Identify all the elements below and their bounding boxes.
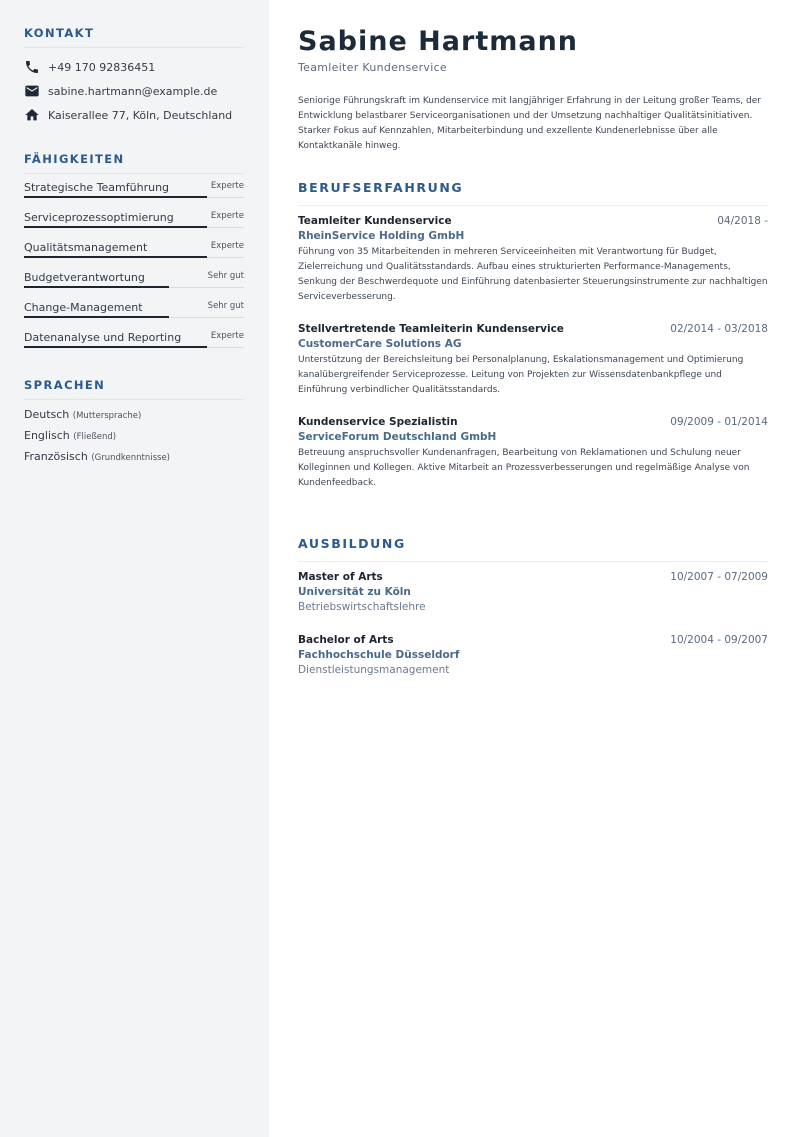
language-name: Englisch xyxy=(24,429,70,442)
language-item xyxy=(24,450,170,463)
contact-phone xyxy=(24,59,155,75)
skill-bar xyxy=(24,346,207,348)
person-role: Teamleiter Kundenservice xyxy=(298,61,447,74)
skill-item xyxy=(24,241,244,263)
experience-heading: BERUFSERFAHRUNG xyxy=(298,180,768,206)
job-date: 09/2009 - 01/2014 xyxy=(670,416,768,428)
company-name: CustomerCare Solutions AG xyxy=(298,338,462,350)
profile-summary: Seniorige Führungskraft im Kundenservice mit langjähriger Erfahrung in der Leitung großer Teams, der Entwicklung belastbarer Serviceorganisationen und der Umsetzung nachhaltiger Qualitätsinitiativen. Starker Fokus auf Kennzahlen, Mitarbeiterbindung und exzellente Kundenerlebnisse über alle Kontaktkanäle hinweg. xyxy=(298,96,761,151)
skill-bar xyxy=(24,196,207,198)
field-of-study: Dienstleistungsmanagement xyxy=(298,664,450,676)
skill-level: Sehr gut xyxy=(207,271,244,281)
field-of-study: Betriebswirtschaftslehre xyxy=(298,601,426,613)
degree-title: Bachelor of Arts xyxy=(298,634,394,646)
language-level: (Fließend) xyxy=(73,432,117,442)
main-content xyxy=(269,0,804,1137)
job-description: Führung von 35 Mitarbeitenden in mehreren Serviceeinheiten mit Verantwortung für Budget, Zielerreichung und Qualitätsstandards. Aufbau eines strukturierten Performance-Managements, Senkung der Beschwerdequote und Einführung datenbasierter Steuerungsinstrumente zur nachhaltigen Serviceverbesserung. xyxy=(298,247,768,302)
degree-title: Master of Arts xyxy=(298,571,383,583)
contact-address xyxy=(24,107,232,123)
education-date: 10/2004 - 09/2007 xyxy=(670,634,768,646)
contact-heading: KONTAKT xyxy=(24,26,244,48)
language-name: Deutsch xyxy=(24,408,70,421)
skill-name: Serviceprozessoptimierung xyxy=(24,211,174,224)
email-address[interactable]: sabine.hartmann@example.de xyxy=(48,84,218,98)
skill-bar xyxy=(24,256,207,258)
job-description: Unterstützung der Bereichsleitung bei Personalplanung, Eskalationsmanagement und Optimierung kanalübergreifender Serviceprozesse. Leitung von Projekten zur Wissensdatenbankpflege und Einführung verbindlicher Qualitätsstandards. xyxy=(298,355,744,395)
skill-name: Budgetverantwortung xyxy=(24,271,145,284)
company-name: RheinService Holding GmbH xyxy=(298,230,465,242)
skill-level: Experte xyxy=(210,211,244,221)
sidebar xyxy=(0,0,269,1137)
language-level: (Muttersprache) xyxy=(72,411,142,421)
contact-email xyxy=(24,83,217,99)
education-date: 10/2007 - 07/2009 xyxy=(670,571,768,583)
skills-heading: FÄHIGKEITEN xyxy=(24,152,244,174)
job-title: Kundenservice Spezialistin xyxy=(298,416,458,428)
skill-level: Experte xyxy=(210,331,244,341)
mail-icon xyxy=(24,83,40,99)
language-item xyxy=(24,429,116,442)
job-description: Betreuung anspruchsvoller Kundenanfragen, Bearbeitung von Reklamationen und Schulung neuer Kolleginnen und Kollegen. Aktive Mitarbeit an Prozessverbesserungen und regelmäßige Analyse von Kundenfeedback. xyxy=(298,448,750,488)
job-date: 04/2018 - xyxy=(717,215,768,227)
skill-bar xyxy=(24,226,207,228)
language-level: (Grundkenntnisse) xyxy=(91,453,170,463)
person-name: Sabine Hartmann xyxy=(298,26,579,57)
skill-name: Strategische Teamführung xyxy=(24,181,170,194)
skill-bar xyxy=(24,286,169,288)
education-heading: AUSBILDUNG xyxy=(298,536,768,562)
job-title: Stellvertretende Teamleiterin Kundenservice xyxy=(298,323,564,335)
home-icon xyxy=(24,107,40,123)
skill-name: Change-Management xyxy=(24,301,143,314)
skill-level: Experte xyxy=(210,181,244,191)
skill-bar xyxy=(24,316,169,318)
skill-item xyxy=(24,211,244,233)
skill-item xyxy=(24,181,244,203)
address-text: Kaiserallee 77, Köln, Deutschland xyxy=(48,108,233,122)
skill-level: Sehr gut xyxy=(207,301,244,311)
school-name: Fachhochschule Düsseldorf xyxy=(298,649,460,661)
language-name: Französisch xyxy=(24,450,88,463)
skill-item xyxy=(24,331,244,353)
skill-level: Experte xyxy=(210,241,244,251)
job-title: Teamleiter Kundenservice xyxy=(298,215,452,227)
job-date: 02/2014 - 03/2018 xyxy=(670,323,768,335)
skill-item xyxy=(24,271,244,293)
school-name: Universität zu Köln xyxy=(298,586,411,598)
phone-number[interactable]: +49 170 92836451 xyxy=(48,60,156,74)
language-item xyxy=(24,408,141,421)
languages-heading: SPRACHEN xyxy=(24,378,244,400)
company-name: ServiceForum Deutschland GmbH xyxy=(298,431,497,443)
phone-icon xyxy=(24,59,40,75)
skill-name: Datenanalyse und Reporting xyxy=(24,331,182,344)
skill-item xyxy=(24,301,244,323)
skill-name: Qualitätsmanagement xyxy=(24,241,148,254)
